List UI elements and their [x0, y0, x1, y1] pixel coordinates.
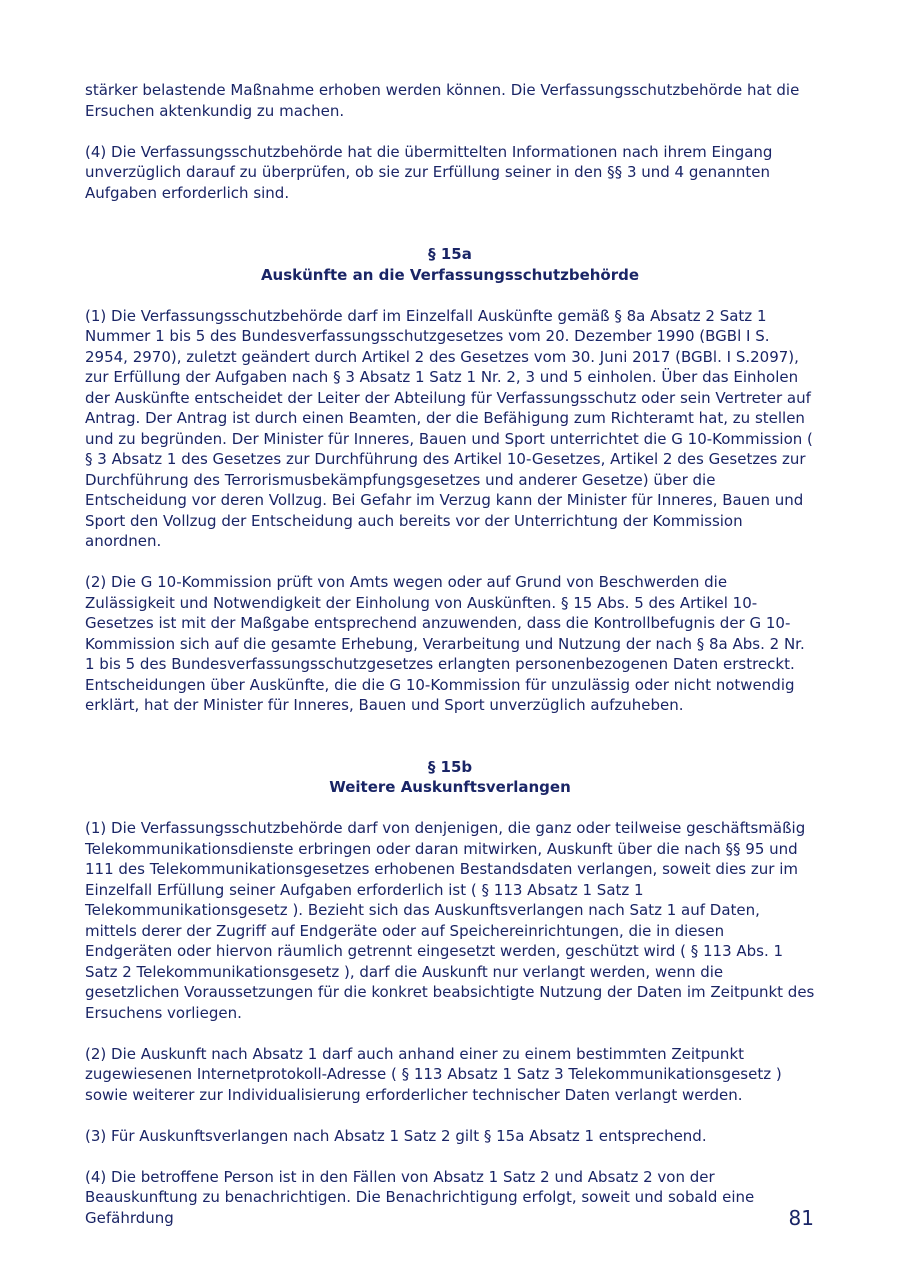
section-15a-title: Auskünfte an die Verfassungsschutzbehörde — [260, 265, 640, 284]
document-body — [85, 80, 815, 1249]
section-15a-number: § 15a — [428, 245, 472, 263]
section-15a-paragraph-2: (2) Die G 10-Kommission prüft von Amts wegen oder auf Grund von Beschwerden die Zulässigkeit und Notwendigkeit der Einholung von Auskünften. § 15 Abs. 5 des Artikel 10-Gesetzes ist mit der Maßgabe entsprechend anzuwenden, dass die Kontrollbefugnis der G 10-Kommission sich auf die gesamte Erhebung, Verarbeitung und Nutzung der nach § 8a Abs. 2 Nr. 1 bis 5 des Bundesverfassungsschutzgesetzes erlangten personenbezogenen Daten erstreckt. Entscheidungen über Auskünfte, die die G 10-Kommission für unzulässig oder nicht notwendig erklärt, hat der Minister für Inneres, Bauen und Sport unverzüglich aufzuheben. — [85, 573, 805, 714]
paragraph-intro-2: (4) Die Verfassungsschutzbehörde hat die übermittelten Informationen nach ihrem Eingang unverzüglich darauf zu überprüfen, ob sie zur Erfüllung seiner in den §§ 3 und 4 genannten Aufgaben erforderlich sind. — [85, 142, 773, 202]
page-number: 81 — [788, 1206, 814, 1230]
section-15a-heading — [85, 244, 815, 285]
section-15b-paragraph-2: (2) Die Auskunft nach Absatz 1 darf auch anhand einer zu einem bestimmten Zeitpunkt zugewiesenen Internetprotokoll-Adresse ( § 113 Absatz 1 Satz 3 Telekommunikationsgesetz ) sowie weiterer zur Individualisierung erforderlicher technischer Daten verlangt werden. — [85, 1044, 782, 1104]
section-15b-number: § 15b — [427, 757, 473, 776]
section-15b-heading — [85, 757, 815, 798]
section-15b-paragraph-1: (1) Die Verfassungsschutzbehörde darf von denjenigen, die ganz oder teilweise geschäftsmäßig Telekommunikationsdienste erbringen oder daran mitwirken, Auskunft über die nach §§ 95 und 111 des Telekommunikationsgesetzes erhobenen Bestandsdaten verlangen, soweit dies zur im Einzelfall Erfüllung seiner Aufgaben erforderlich ist ( § 113 Absatz 1 Satz 1 Telekommunikationsgesetz ). Bezieht sich das Auskunftsverlangen nach Satz 1 auf Daten, mittels derer der Zugriff auf Endgeräte oder auf Speichereinrichtungen, die in diesen Endgeräten oder hiervon räumlich getrennt eingesetzt werden, geschützt wird ( § 113 Abs. 1 Satz 2 Telekommunikationsgesetz ), darf die Auskunft nur verlangt werden, wenn die gesetzlichen Voraussetzungen für die konkret beabsichtigte Nutzung der Daten im Zeitpunkt des Ersuchens vorliegen. — [85, 819, 815, 1022]
section-15b-paragraph-3: (3) Für Auskunftsverlangen nach Absatz 1 Satz 2 gilt § 15a Absatz 1 entsprechend. — [85, 1126, 707, 1145]
section-15b-title: Weitere Auskunftsverlangen — [329, 778, 571, 796]
section-15a-paragraph-1: (1) Die Verfassungsschutzbehörde darf im Einzelfall Auskünfte gemäß § 8a Absatz 2 Satz 1 Nummer 1 bis 5 des Bundesverfassungsschutzgesetzes vom 20. Dezember 1990 (BGBl I S. 2954, 2970), zuletzt geändert durch Artikel 2 des Gesetzes vom 30. Juni 2017 (BGBl. I S.2097), zur Erfüllung der Aufgaben nach § 3 Absatz 1 Satz 1 Nr. 2, 3 und 5 einholen. Über das Einholen der Auskünfte entscheidet der Leiter der Abteilung für Verfassungsschutz oder sein Vertreter auf Antrag. Der Antrag ist durch einen Beamten, der die Befähigung zum Richteramt hat, zu stellen und zu begründen. Der Minister für Inneres, Bauen und Sport unterrichtet die G 10-Kommission ( § 3 Absatz 1 des Gesetzes zur Durchführung des Artikel 10-Gesetzes, Artikel 2 des Gesetzes zur Durchführung des Terrorismusbekämpfungsgesetzes und anderer Gesetze) über die Entscheidung vor deren Vollzug. Bei Gefahr im Verzug kann der Minister für Inneres, Bauen und Sport den Vollzug der Entscheidung auch bereits vor der Unterrichtung der Kommission anordnen. — [85, 306, 813, 550]
paragraph-intro-1: stärker belastende Maßnahme erhoben werden können. Die Verfassungsschutzbehörde hat die Ersuchen aktenkundig zu machen. — [85, 81, 800, 120]
section-15b-paragraph-4: (4) Die betroffene Person ist in den Fällen von Absatz 1 Satz 2 und Absatz 2 von der Beauskunftung zu benachrichtigen. Die Benachrichtigung erfolgt, soweit und sobald eine Gefährdung — [85, 1167, 755, 1227]
